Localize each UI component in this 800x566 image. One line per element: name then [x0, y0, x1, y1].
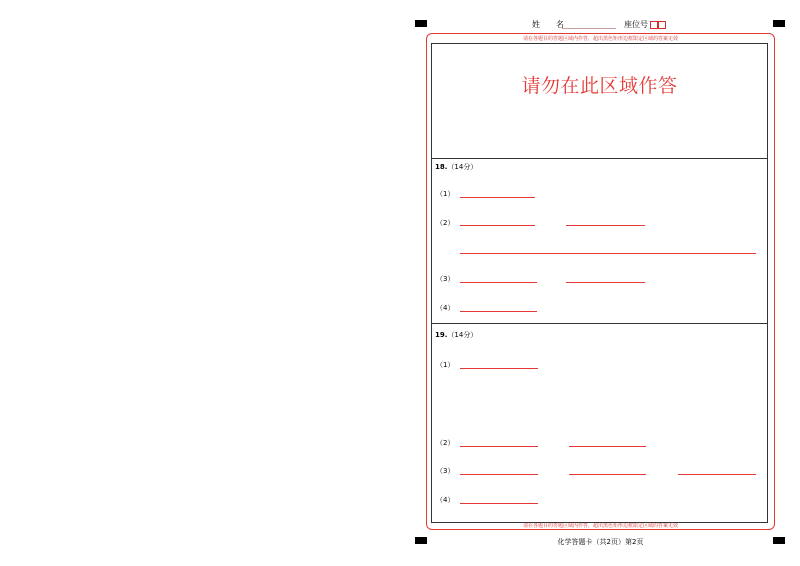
q19-part1-answer-line-1[interactable]: [460, 368, 538, 369]
q18-part1-label: （1）: [436, 190, 455, 198]
q19-part2-label: （2）: [436, 439, 455, 447]
q19-part4-answer-line-1[interactable]: [460, 503, 538, 504]
q19-part3-answer-line-2[interactable]: [569, 474, 646, 475]
q19-part4-label: （4）: [436, 496, 455, 504]
restricted-zone-text: 请勿在此区域作答: [521, 75, 678, 97]
q19-part2-answer-line-1[interactable]: [460, 446, 538, 447]
q18-part2-answer-line-1[interactable]: [460, 225, 535, 226]
section-divider-q19: [431, 323, 768, 324]
q19-part3-label: （3）: [436, 467, 455, 475]
registration-mark-top-right: [773, 20, 785, 27]
name-field[interactable]: [562, 28, 616, 29]
q18-part3-answer-line-2[interactable]: [566, 282, 645, 283]
seat-label: 座位号: [624, 20, 648, 29]
q18-part1-answer-line-1[interactable]: [460, 197, 535, 198]
q18-part4-answer-line-1[interactable]: [460, 311, 537, 312]
q18-part2-label: （2）: [436, 219, 455, 227]
seat-box-2[interactable]: [658, 21, 666, 29]
notice-top: 请在各题目的答题区域内作答，超出黑色矩形边框限定区域的答案无效: [522, 36, 678, 42]
registration-mark-top-left: [415, 20, 427, 27]
q19-part2-answer-line-2[interactable]: [569, 446, 646, 447]
q18-number: 18.: [435, 163, 448, 171]
page-footer: 化学答题卡（共2页）第2页: [557, 538, 644, 546]
q18-part2-answer-line-3[interactable]: [460, 253, 756, 254]
q18-title: [435, 163, 477, 172]
name-label: 姓 名: [532, 20, 564, 29]
q19-part3-answer-line-3[interactable]: [678, 474, 756, 475]
q18-part3-answer-line-1[interactable]: [460, 282, 537, 283]
q18-part2-answer-line-2[interactable]: [566, 225, 645, 226]
q19-number: 19.: [435, 331, 448, 339]
q18-part4-label: （4）: [436, 304, 455, 312]
q19-part3-answer-line-1[interactable]: [460, 474, 538, 475]
q19-part1-label: （1）: [436, 361, 455, 369]
q19-title: [435, 331, 477, 340]
notice-bottom: 请在各题目的答题区域内作答，超出黑色矩形边框限定区域的答案无效: [522, 523, 678, 529]
q18-part3-label: （3）: [436, 275, 455, 283]
seat-box-1[interactable]: [650, 21, 658, 29]
q18-points: （14分）: [447, 163, 478, 171]
q19-points: （14分）: [447, 331, 478, 339]
section-divider-q18: [431, 158, 768, 159]
answer-area-inner-frame: [431, 43, 768, 523]
